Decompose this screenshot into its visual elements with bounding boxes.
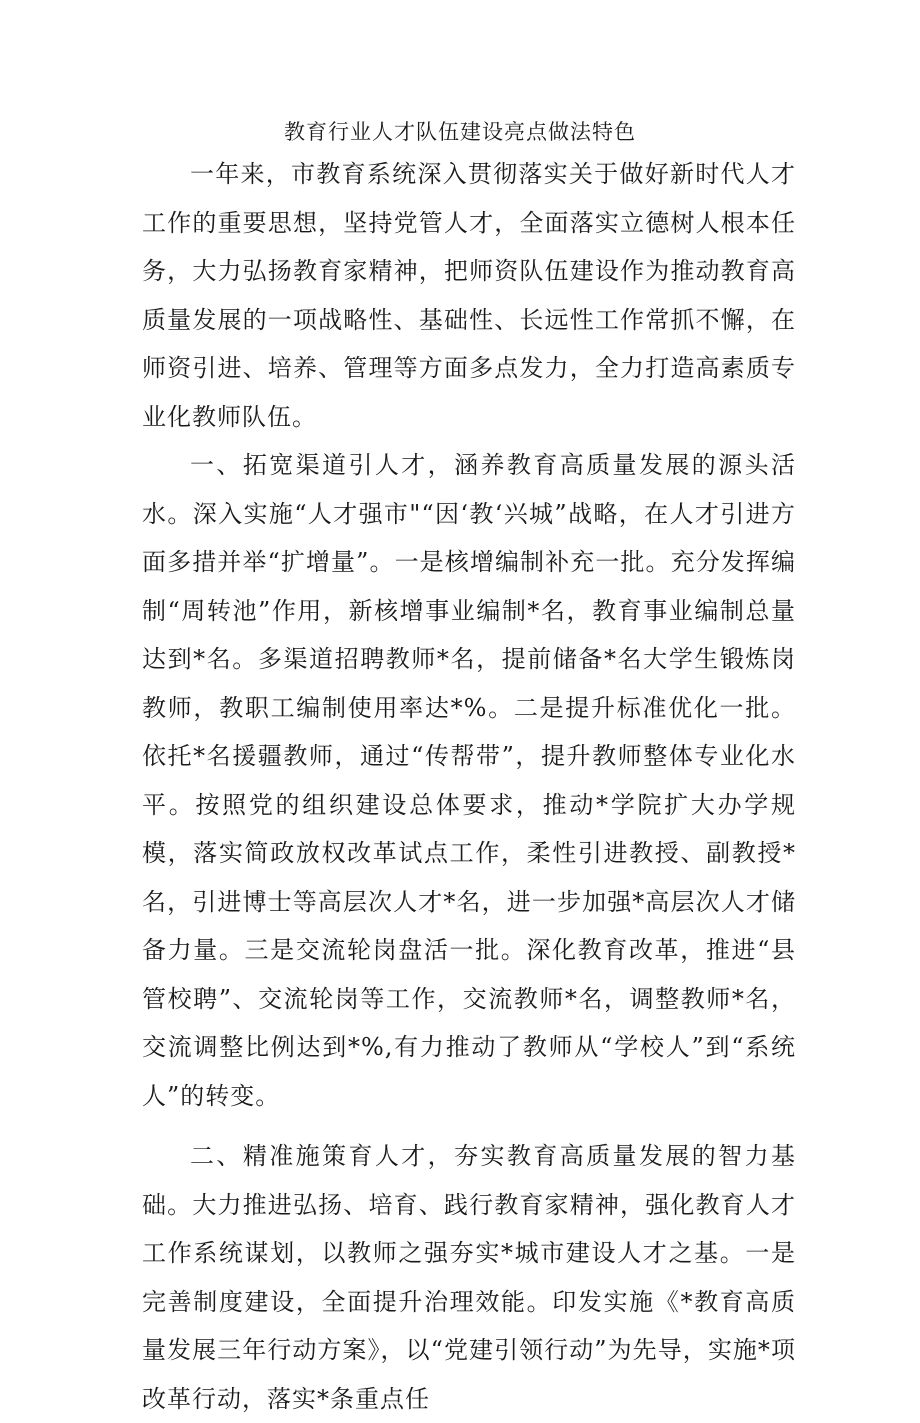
paragraph-section-1: 一、拓宽渠道引人才，涵养教育高质量发展的源头活水。深入实施“人才强市"“因‘教‘兴城”战略，在人才引进方面多措并举“扩增量”。一是核增编制补充一批。充分发挥编制“周转池”作用，新核增事业编制*名，教育事业编制总量达到*名。多渠道招聘教师*名，提前储备*名大学生锻炼岗教师，教职工编制使用率达*%。二是提升标准优化一批。依托*名援疆教师，通过“传帮带”，提升教师整体专业化水平。按照党的组织建设总体要求，推动*学院扩大办学规模，落实简政放权改革试点工作，柔性引进教授、副教授*名，引进博士等高层次人才*名，进一步加强*高层次人才储备力量。三是交流轮岗盘活一批。深化教育改革，推进“县管校聘”、交流轮岗等工作，交流教师*名，调整教师*名，交流调整比例达到*%,有力推动了教师从“学校人”到“系统人”的转变。: [142, 451, 796, 1110]
paragraph-section-2: 二、精准施策育人才，夯实教育高质量发展的智力基础。大力推进弘扬、培育、践行教育家精神，强化教育人才工作系统谋划，以教师之强夯实*城市建设人才之基。一是完善制度建设，全面提升治理效能。印发实施《*教育高质量发展三年行动方案》，以“党建引领行动”为先导，实施*项改革行动，落实*条重点任: [142, 1142, 796, 1413]
document-title: 教育行业人才队伍建设亮点做法特色: [284, 120, 636, 144]
paragraph-intro: 一年来，市教育系统深入贯彻落实关于做好新时代人才工作的重要思想，坚持党管人才，全面落实立德树人根本任务，大力弘扬教育家精神，把师资队伍建设作为推动教育高质量发展的一项战略性、基础性、长远性工作常抓不懈，在师资引进、培养、管理等方面多点发力，全力打造高素质专业化教师队伍。: [142, 160, 796, 431]
document-body: [142, 150, 796, 1423]
